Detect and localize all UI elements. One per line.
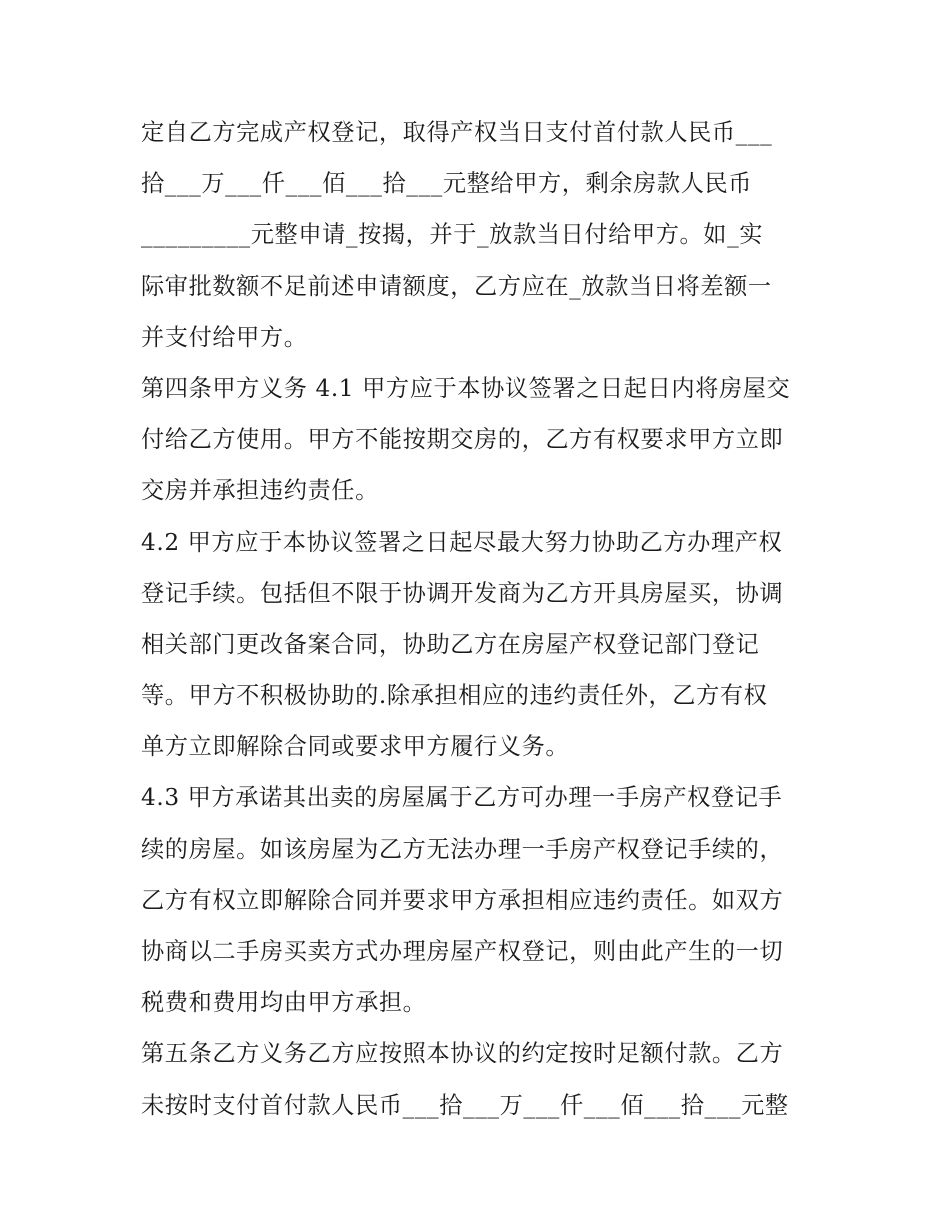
text-line: 定自乙方完成产权登记，取得产权当日支付首付款人民币___ [141, 119, 773, 146]
contract-text [141, 107, 821, 1131]
article-4-heading-line: 第四条甲方义务 4.1 甲方应于本协议签署之日起日内将房屋交 [141, 374, 791, 402]
text-line: 协商以二手房买卖方式办理房屋产权登记，则由此产生的一切 [141, 938, 784, 965]
text-line: 未按时支付首付款人民币___拾___万___仟___佰___拾___元整 [141, 1091, 789, 1119]
text-line: 交房并承担违约责任。 [141, 477, 379, 505]
text-line: 拾___万___仟___佰___拾___元整给甲方，剩余房款人民币 [141, 170, 753, 198]
text-line: _________元整申请_按揭，并于_放款当日付给甲方。如_实 [141, 221, 764, 249]
text-line: 单方立即解除合同或要求甲方履行义务。 [141, 733, 570, 761]
text-line: 乙方有权立即解除合同并要求甲方承担相应违约责任。如双方 [141, 886, 784, 914]
text-line: 并支付给甲方。 [141, 323, 308, 351]
text-line: 续的房屋。如该房屋为乙方无法办理一手房产权登记手续的， [141, 835, 784, 863]
text-line: 付给乙方使用。甲方不能按期交房的，乙方有权要求甲方立即 [141, 426, 784, 454]
clause-4-3-line: 4.3 甲方承诺其出卖的房屋属于乙方可办理一手房产权登记手 [141, 784, 783, 812]
text-line: 际审批数额不足前述申请额度，乙方应在_放款当日将差额一 [141, 272, 772, 300]
text-line: 登记手续。包括但不限于协调开发商为乙方开具房屋买，协调 [141, 579, 784, 607]
text-line: 相关部门更改备案合同，协助乙方在房屋产权登记部门登记 [141, 630, 760, 658]
clause-4-2-line: 4.2 甲方应于本协议签署之日起尽最大努力协助乙方办理产权 [141, 528, 783, 556]
text-line: 等。甲方不积极协助的.除承担相应的违约责任外，乙方有权 [141, 682, 768, 710]
text-line: 税费和费用均由甲方承担。 [141, 989, 427, 1017]
article-5-heading-line: 第五条乙方义务乙方应按照本协议的约定按时足额付款。乙方 [141, 1040, 784, 1068]
